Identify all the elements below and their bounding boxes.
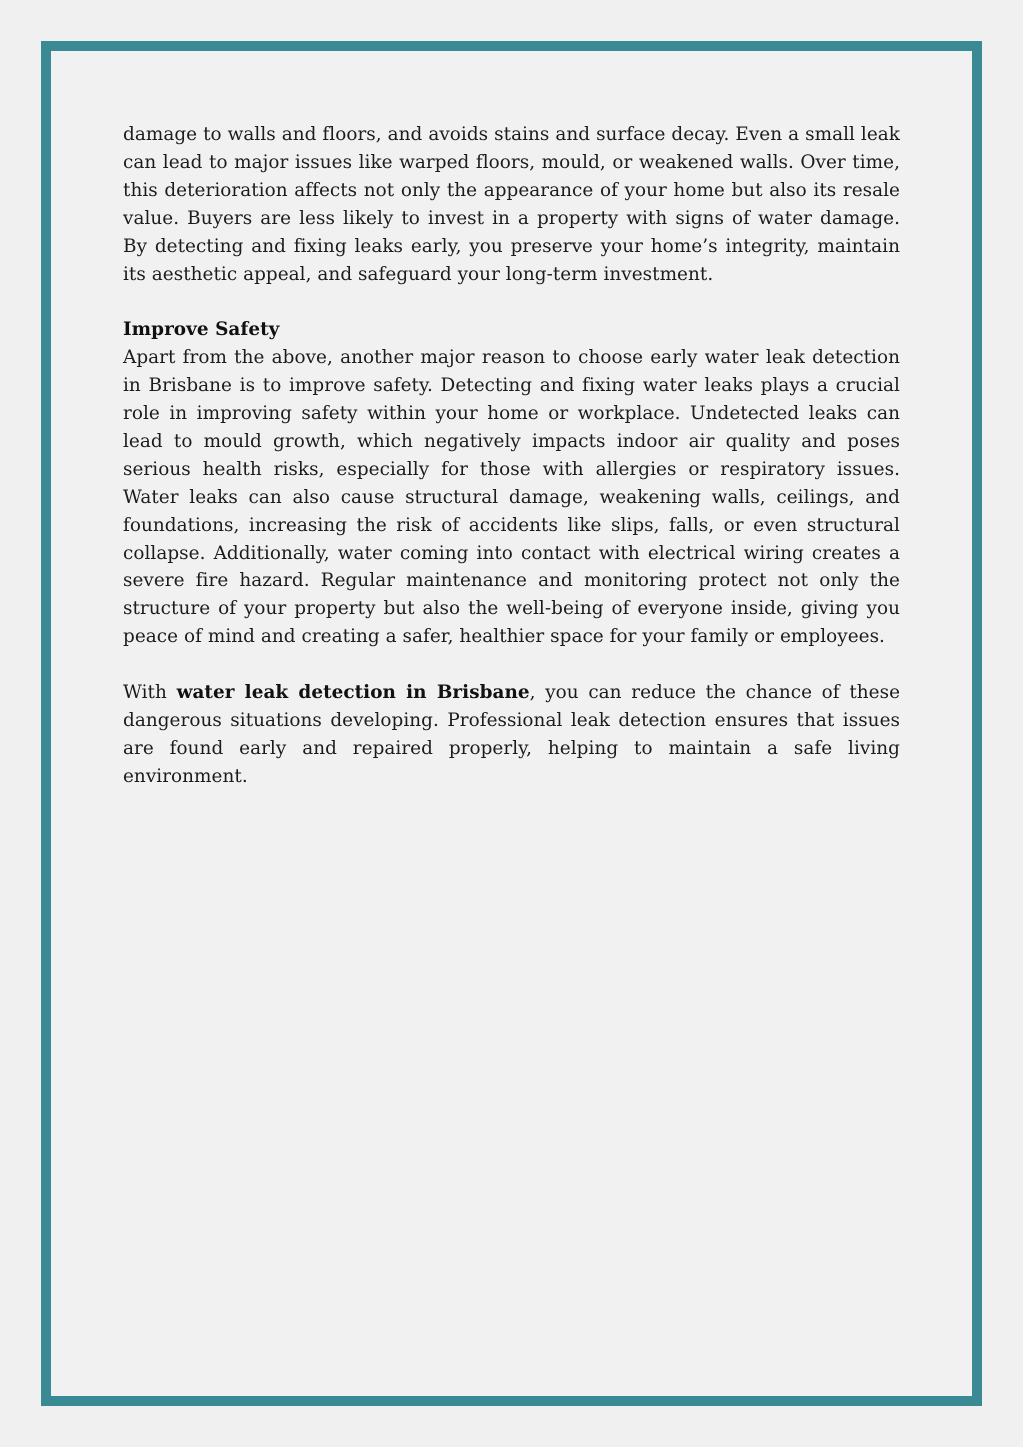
paragraph-spacer [123,651,900,679]
document-content [123,121,900,791]
section-heading: Improve Safety [123,319,280,341]
closing-bold-keyword: water leak detection in Brisbane [176,682,530,704]
intro-paragraph: damage to walls and floors, and avoids stains and surface decay. Even a small leak can lead to major issues like warped floors, mould, or weakened walls. Over time, this deterioration affects not only the appearance of your home but also its resale value. Buyers are less likely to invest in a property with signs of water damage. By detecting and fixing leaks early, you preserve your home’s integrity, maintain its aesthetic appeal, and safeguard your long-term investment. [123,124,900,285]
closing-paragraph [123,679,900,791]
section-body-paragraph: Apart from the above, another major reason to choose early water leak detection in Brisbane is to improve safety. Detecting and fixing water leaks plays a crucial role in improving safety within your home or workplace. Undetected leaks can lead to mould growth, which negatively impacts indoor air quality and poses serious health risks, especially for those with allergies or respiratory issues. Water leaks can also cause structural damage, weakening walls, ceilings, and foundations, increasing the risk of accidents like slips, falls, or even structural collapse. Additionally, water coming into contact with electrical wiring creates a severe fire hazard. Regular maintenance and monitoring protect not only the structure of your property but also the well-being of everyone inside, giving you peace of mind and creating a safer, healthier space for your family or employees. [123,347,900,648]
closing-prefix-text: With [123,682,177,704]
closing-suffix-text: , you can reduce the chance of these dangerous situations developing. Professional leak detection ensures that issues are found early and repaired properly, helping to maintain a safe living environment. [123,682,901,787]
paragraph-spacer [123,288,900,316]
